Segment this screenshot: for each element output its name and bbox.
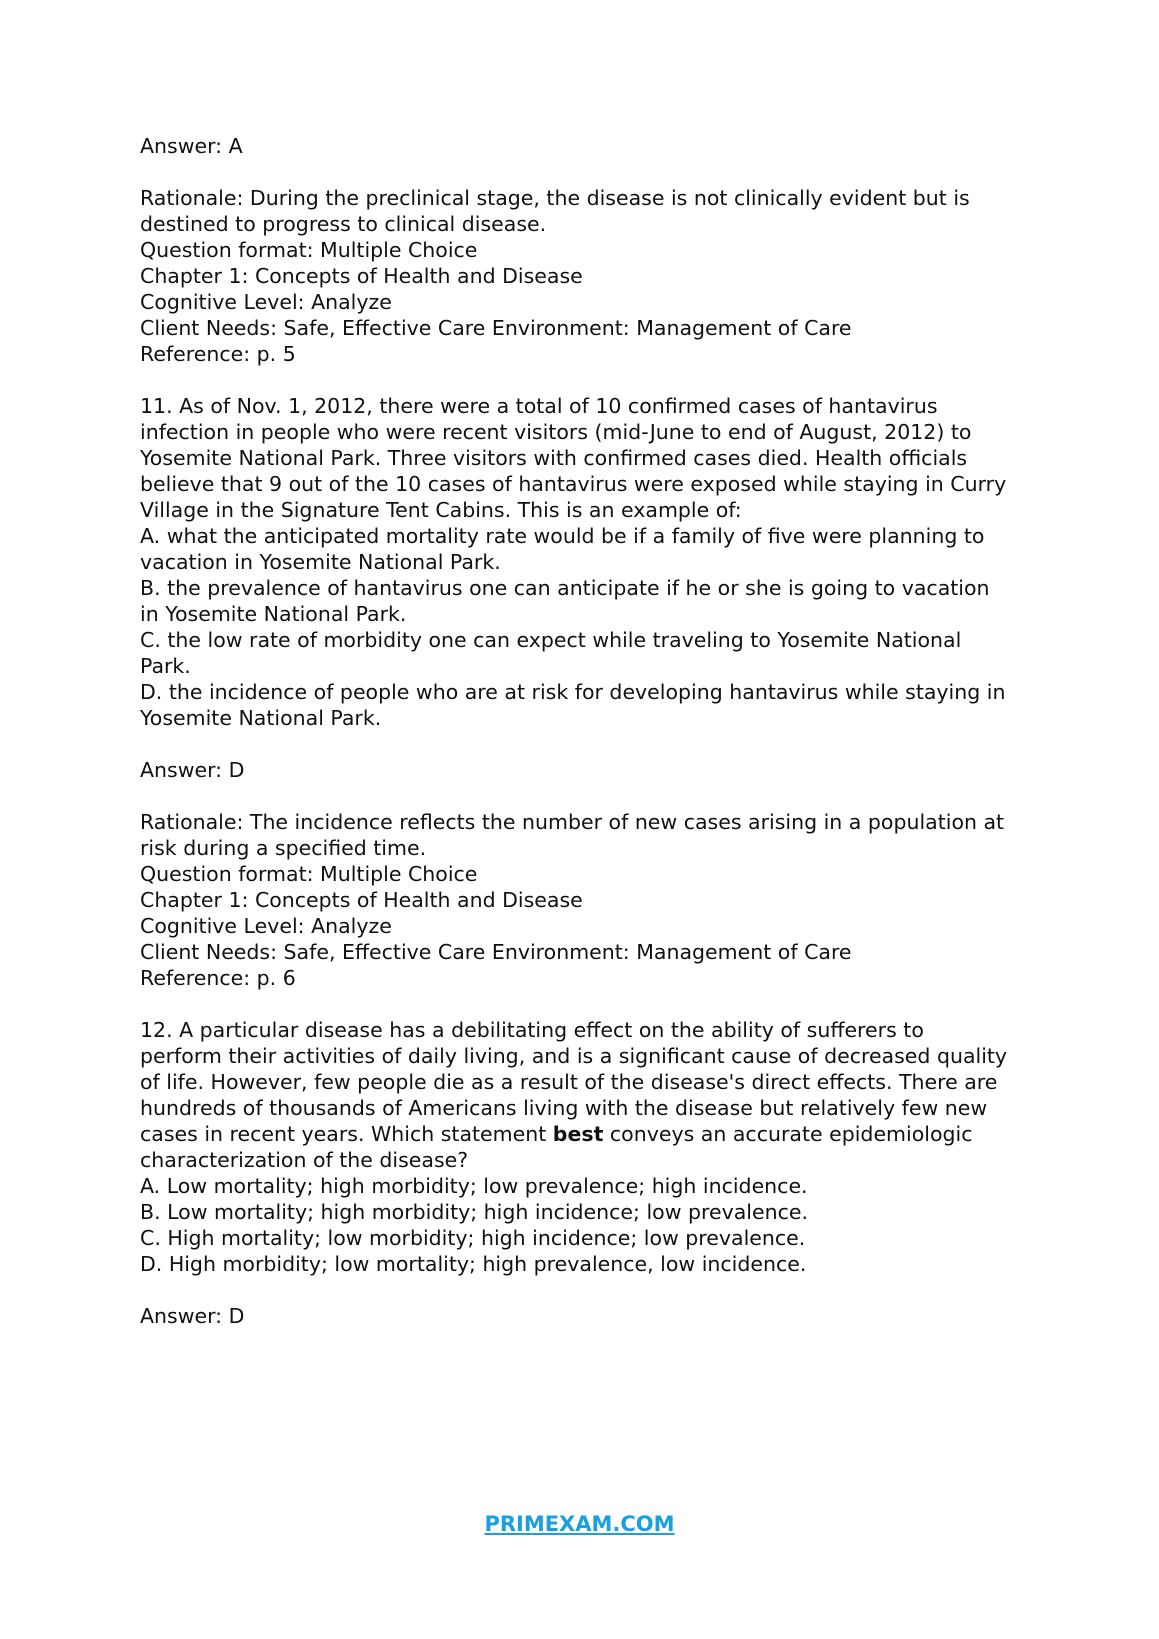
q11-stem-line4: believe that 9 out of the 10 cases of hantavirus were exposed while staying in Curry [140, 472, 1007, 496]
rationale-q10-line2: destined to progress to clinical disease. [140, 212, 547, 236]
rationale-q11-line2: risk during a specified time. [140, 836, 427, 860]
reference-q10: Reference: p. 5 [140, 342, 296, 366]
chapter-q11: Chapter 1: Concepts of Health and Disease [140, 888, 583, 912]
client-needs-q10: Client Needs: Safe, Effective Care Environment: Management of Care [140, 316, 852, 340]
q11-stem-line5: Village in the Signature Tent Cabins. This is an example of: [140, 498, 742, 522]
q12-stem-line4: hundreds of thousands of Americans living with the disease but relatively few new [140, 1096, 988, 1120]
q11-option-c-line2: Park. [140, 654, 191, 678]
question-format-q11: Question format: Multiple Choice [140, 862, 478, 886]
q12-option-c: C. High mortality; low morbidity; high incidence; low prevalence. [140, 1226, 806, 1250]
q12-stem-line6: characterization of the disease? [140, 1148, 469, 1172]
chapter-q10: Chapter 1: Concepts of Health and Disease [140, 264, 583, 288]
q11-stem-line2: infection in people who were recent visitors (mid-June to end of August, 2012) to [140, 420, 972, 444]
question-format-q10: Question format: Multiple Choice [140, 238, 478, 262]
q12-stem-line5-after: conveys an accurate epidemiologic [603, 1122, 973, 1146]
reference-q11: Reference: p. 6 [140, 966, 296, 990]
cognitive-level-q10: Cognitive Level: Analyze [140, 290, 392, 314]
answer-q11: Answer: D [140, 758, 245, 782]
q11-stem-line3: Yosemite National Park. Three visitors with confirmed cases died. Health officials [140, 446, 968, 470]
spacer [140, 159, 1070, 185]
spacer [140, 783, 1070, 809]
q12-option-a: A. Low mortality; high morbidity; low prevalence; high incidence. [140, 1174, 808, 1198]
rationale-q11-line1: Rationale: The incidence reflects the number of new cases arising in a population at [140, 810, 1005, 834]
q12-stem-line5-before: cases in recent years. Which statement [140, 1122, 553, 1146]
q12-stem-line5 [140, 1121, 1070, 1147]
answer-q10: Answer: A [140, 134, 243, 158]
q12-stem-line3: of life. However, few people die as a result of the disease's direct effects. There are [140, 1070, 998, 1094]
q12-option-d: D. High morbidity; low mortality; high prevalence, low incidence. [140, 1252, 807, 1276]
q12-stem-line2: perform their activities of daily living, and is a significant cause of decreased quality [140, 1044, 1008, 1068]
cognitive-level-q11: Cognitive Level: Analyze [140, 914, 392, 938]
rationale-q10-line1: Rationale: During the preclinical stage, the disease is not clinically evident but is [140, 186, 970, 210]
footer-site-link[interactable]: PRIMEXAM.COM [484, 1512, 675, 1536]
spacer [140, 1277, 1070, 1303]
q11-option-a-line2: vacation in Yosemite National Park. [140, 550, 501, 574]
spacer [140, 367, 1070, 393]
q11-option-b-line1: B. the prevalence of hantavirus one can anticipate if he or she is going to vacation [140, 576, 990, 600]
q11-option-d-line1: D. the incidence of people who are at risk for developing hantavirus while staying in [140, 680, 1006, 704]
client-needs-q11: Client Needs: Safe, Effective Care Environment: Management of Care [140, 940, 852, 964]
spacer [140, 731, 1070, 757]
document-page [140, 133, 1070, 1329]
footer [0, 1512, 1159, 1536]
q11-option-d-line2: Yosemite National Park. [140, 706, 382, 730]
answer-q12: Answer: D [140, 1304, 245, 1328]
q12-emphasis-best: best [552, 1122, 604, 1146]
q11-option-b-line2: in Yosemite National Park. [140, 602, 407, 626]
q11-option-c-line1: C. the low rate of morbidity one can expect while traveling to Yosemite National [140, 628, 962, 652]
spacer [140, 991, 1070, 1017]
q11-option-a-line1: A. what the anticipated mortality rate would be if a family of five were planning to [140, 524, 985, 548]
q12-stem-line1: 12. A particular disease has a debilitating effect on the ability of sufferers to [140, 1018, 924, 1042]
q12-option-b: B. Low mortality; high morbidity; high incidence; low prevalence. [140, 1200, 808, 1224]
q11-stem-line1: 11. As of Nov. 1, 2012, there were a total of 10 confirmed cases of hantavirus [140, 394, 938, 418]
